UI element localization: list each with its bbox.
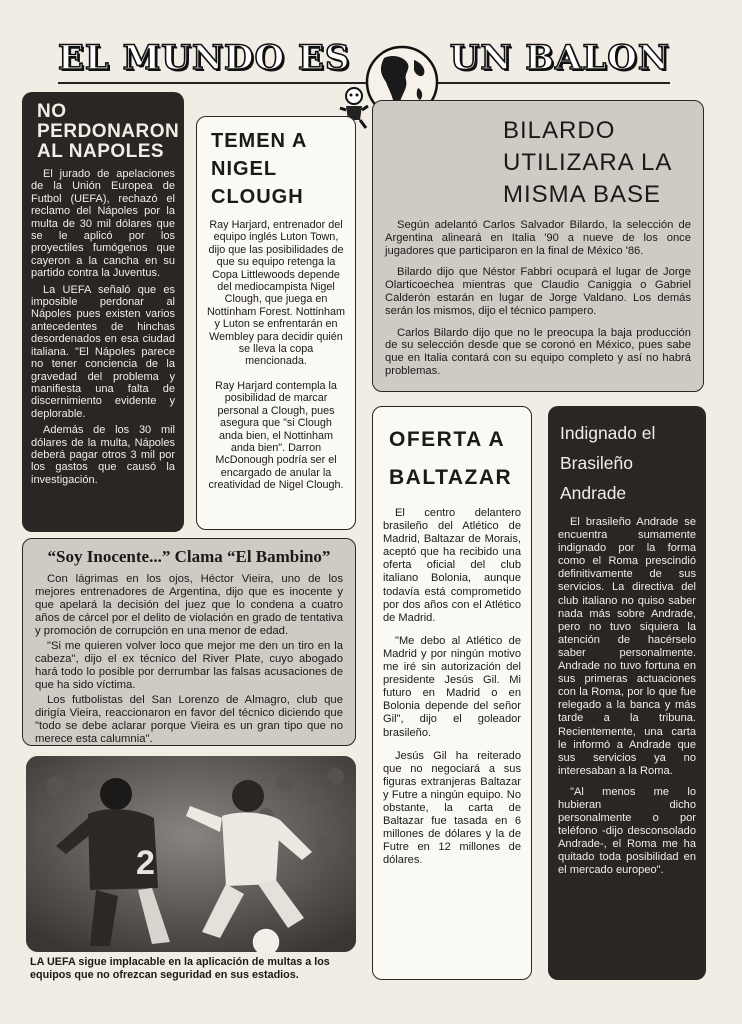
article-bambino-body [35, 573, 343, 746]
jersey-number: 2 [136, 844, 155, 882]
article-napoles-body [31, 168, 175, 486]
paragraph: "Me debo al Atlético de Madrid y por ningún motivo me iré sin autorización del presidente Jesús Gil. Mi futuro en Madrid o en Bolonia depende del señor Gil", dijo el goleador brasileño. [383, 634, 521, 739]
article-bambino-title: “Soy Inocente...” Clama “El Bambino” [47, 547, 331, 566]
paragraph: El brasileño Andrade se encuentra sumamente indignado por la forma como el Roma prescindió definitivamente de sus servicios. La directiva del club italiano no quiso saber nada más sobre Andrade, pero no tuvo siquiera la atención de hacérselo saber personalmente. Andrade no tuvo fortuna en sus primeras actuaciones con la Roma, por lo que fue relegado a la banca y más tarde a la tribuna. Recientemente, una carta le informó a Andrade que sus servicios ya no interesaban a la Roma. [558, 516, 696, 777]
paragraph: El jurado de apelaciones de la Unión Europea de Futbol (UEFA), rechazó el reclamo del Nápoles por la multa de 30 mil dólares que se le aplicó por los proyectiles fumógenos que cayeron a la cancha en su partido contra la Juventus. [31, 168, 175, 280]
article-baltazar [372, 406, 532, 980]
paragraph: La UEFA señaló que es imposible perdonar al Nápoles pues existen varios antecedentes de hinchas desordenados en esa ciudad italiana. "El Nápoles parece no tener conciencia de la gravedad del problema y manifiesta una falta de discernimiento evidente y deplorable. [31, 283, 175, 420]
article-bilardo [372, 100, 704, 392]
article-andrade-title: Indignado el Brasileño Andrade [560, 423, 656, 503]
photo-caption: LA UEFA sigue implacable en la aplicación de multas a los equipos que no ofrezcan seguridad en sus estadios. [30, 956, 330, 981]
article-bilardo-title: BILARDO UTILIZARA LA MISMA BASE [503, 117, 672, 208]
article-clough-body [207, 219, 345, 492]
paragraph: "Si me quieren volver loco que mejor me den un tiro en la cabeza", dijo el ex técnico del River Plate, cuyo abogado hará todo lo posible por derrumbar las falsas acusaciones de que ha sido víctima. [35, 640, 343, 691]
paragraph: Con lágrimas en los ojos, Héctor Vieira, uno de los mejores entrenadores de Argentina, dijo que es inocente y que apelará la decisión del juez que lo condena a cuatro años de cárcel por el delito de violación en grado de tentativa y promoción de corrupción en una menor de edad. [35, 573, 343, 637]
paragraph: Según adelantó Carlos Salvador Bilardo, la selección de Argentina alineará en Italia '90 a nueve de los once jugadores que participaron en la final de México '86. [385, 219, 691, 257]
article-andrade [548, 406, 706, 980]
article-bilardo-body [385, 219, 691, 378]
paragraph: El centro delantero brasileño del Atlético de Madrid, Baltazar de Morais, aceptó que ha recibido una oferta oficial del club italiano Bolonia, aunque todavía está comprometido por dos años con el Atlético de Madrid. [383, 507, 521, 624]
paragraph: Jesús Gil ha reiterado que no negociará a sus figuras extranjeras Baltazar y Futre a ningún equipo. No obstante, la carta de Baltazar fue tasada en 6 millones de dólares y la de Futre en 12 millones de dólares. [383, 749, 521, 867]
article-napoles [22, 92, 184, 532]
article-napoles-title: NO PERDONARON AL NAPOLES [37, 101, 180, 162]
article-bambino [22, 538, 356, 746]
paragraph: "Al menos me lo hubieran dicho personalmente o por teléfono -dijo desconsolado Andrade-, el Roma me ha quitado toda posibilidad en el mercado europeo". [558, 785, 696, 877]
article-baltazar-title: OFERTA A BALTAZAR [389, 428, 513, 489]
paragraph: Carlos Bilardo dijo que no le preocupa la baja producción de su selección desde que se coronó en México, pues sabe que en Italia contará con su equipo completo y así no habrá problemas. [385, 326, 691, 377]
paragraph: Ray Harjard, entrenador del equipo inglés Luton Town, dijo que las posibilidades de que su equipo retenga la Copa Littlewoods depende del mediocampista Nigel Clough, que juega en Nottinham Forest. Nottinham y Luton se enfrentarán en Wembley para decidir quién se lleva la copa mencionada. [207, 219, 346, 368]
paragraph: Bilardo dijo que Néstor Fabbri ocupará el lugar de Jorge Olarticoechea mientras que Claudio Caniggia o Gabriel Calderón estarán en lugar de Jorge Valdano. Los demás serán los mismos, dijo el técnico pampero. [385, 266, 691, 317]
paragraph: Además de los 30 mil dólares de la multa, Nápoles deberá pagar otros 3 mil por los gastos que causó la investigación. [31, 424, 175, 486]
article-clough [196, 116, 356, 530]
paragraph: Ray Harjard contempla la posibilidad de marcar personal a Clough, pues asegura que "si Clough anda bien, el Nottinham anda bien". Darron McDonough podría ser el encargado de anular la creatividad de Nigel Clough. [208, 379, 344, 492]
football-players-image [26, 756, 356, 952]
article-clough-title: TEMEN A NIGEL CLOUGH [211, 130, 307, 208]
football-photo [26, 756, 356, 952]
article-andrade-body [558, 516, 696, 878]
masthead-title-left: EL MUNDO ES [58, 38, 351, 78]
article-baltazar-body [383, 507, 521, 867]
ball-icon [252, 928, 280, 952]
paragraph: Los futbolistas del San Lorenzo de Almagro, club que dirigía Vieira, reaccionaron en favor del técnico diciendo que "todo se debe aclarar porque Vieira es un gran tipo que no merece esta calumnia". [35, 694, 343, 745]
masthead-title-right: UN BALON [449, 38, 670, 78]
